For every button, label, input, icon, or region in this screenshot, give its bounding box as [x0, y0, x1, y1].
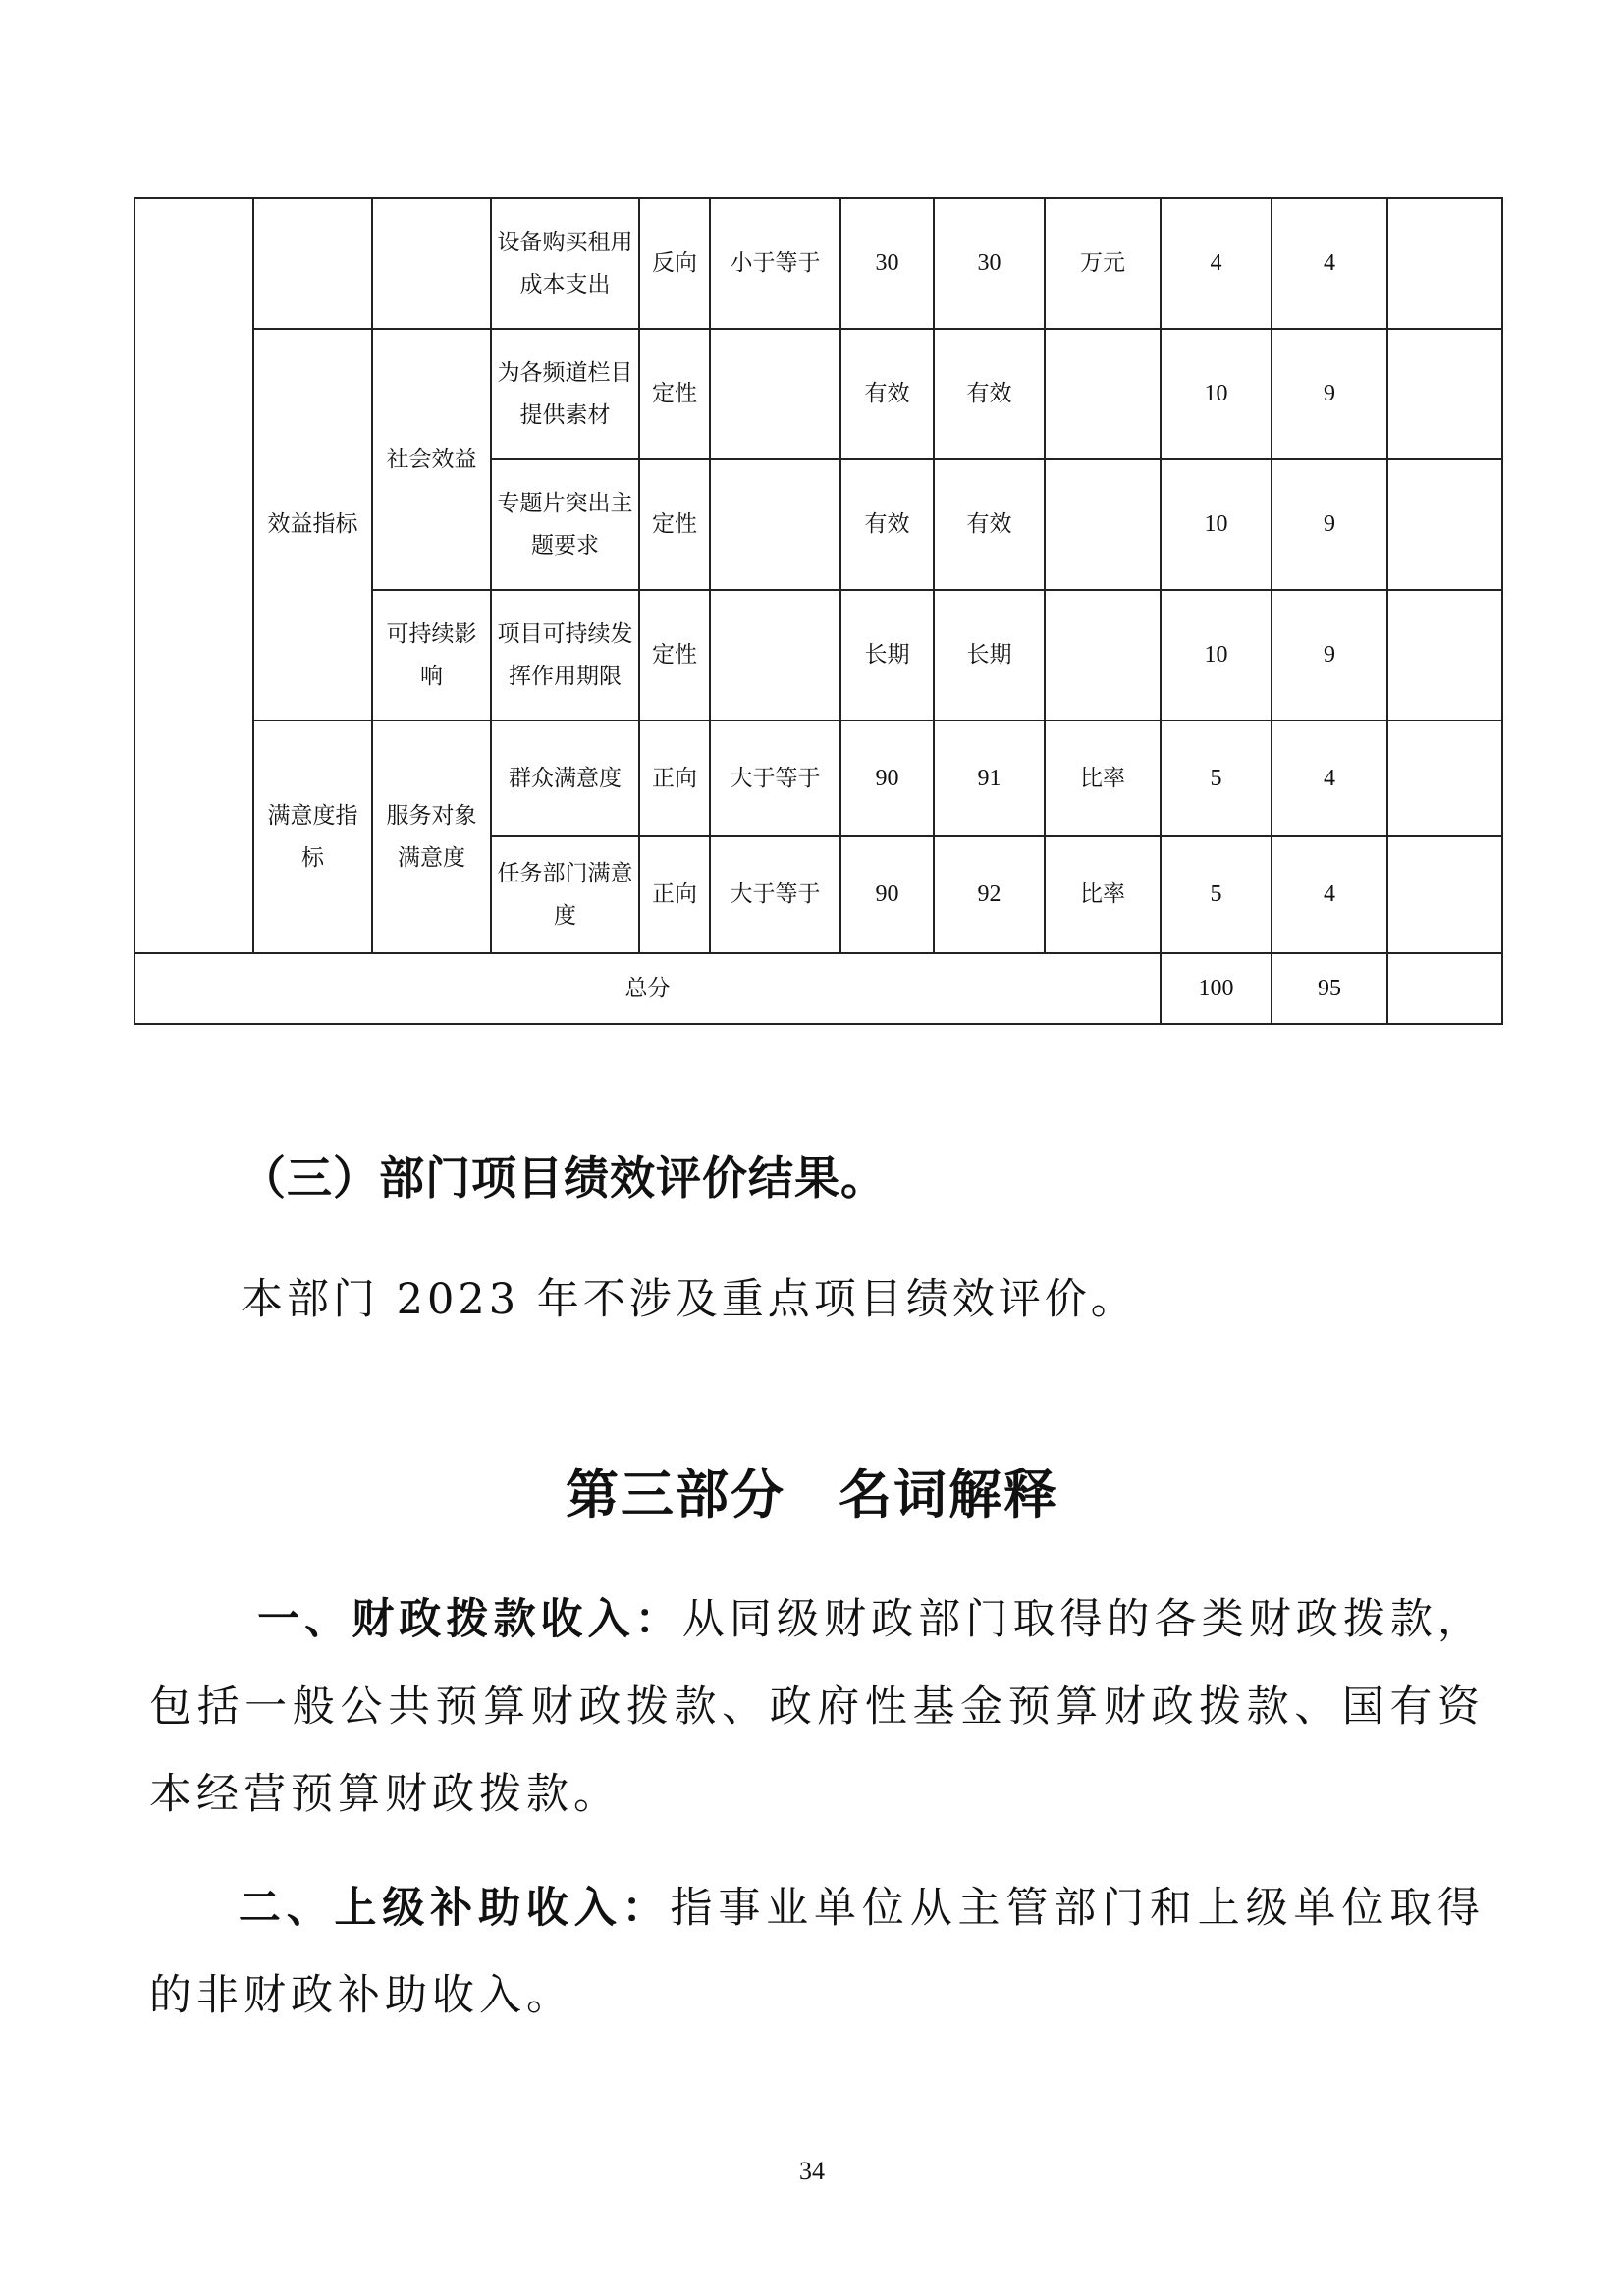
direction-cell: 定性	[639, 459, 710, 590]
unit-cell	[1045, 459, 1161, 590]
level3-indicator-cell	[372, 198, 491, 329]
score-cell: 4	[1272, 198, 1387, 329]
part-title-number: 第三部分	[566, 1463, 785, 1525]
definition-term: 一、财政拨款收入：	[257, 1595, 682, 1644]
weight-cell: 10	[1161, 590, 1272, 721]
indicator-name-cell: 项目可持续发挥作用期限	[491, 590, 639, 721]
unit-cell: 比率	[1045, 721, 1161, 836]
target-value-cell: 90	[840, 836, 934, 953]
actual-value-cell: 30	[934, 198, 1045, 329]
table-row	[135, 329, 1502, 459]
indicator-name-cell: 设备购买租用成本支出	[491, 198, 639, 329]
total-row	[135, 953, 1502, 1024]
performance-table	[134, 197, 1503, 1025]
total-weight-cell: 100	[1161, 953, 1272, 1024]
indicator-name-cell: 任务部门满意度	[491, 836, 639, 953]
unit-cell	[1045, 329, 1161, 459]
operator-cell	[710, 590, 840, 721]
direction-cell: 反向	[639, 198, 710, 329]
total-remark-cell	[1387, 953, 1502, 1024]
level3-indicator-cell: 社会效益	[372, 329, 491, 590]
weight-cell: 10	[1161, 459, 1272, 590]
level2-indicator-cell	[253, 198, 372, 329]
indicator-name-cell: 为各频道栏目提供素材	[491, 329, 639, 459]
indicator-name-cell: 群众满意度	[491, 721, 639, 836]
definition-paragraph	[149, 1865, 1485, 2040]
target-value-cell: 长期	[840, 590, 934, 721]
score-cell: 4	[1272, 836, 1387, 953]
target-value-cell: 90	[840, 721, 934, 836]
table-row	[135, 198, 1502, 329]
operator-cell: 小于等于	[710, 198, 840, 329]
direction-cell: 定性	[639, 329, 710, 459]
score-cell: 4	[1272, 721, 1387, 836]
remark-cell	[1387, 198, 1502, 329]
part-title-text: 名词解释	[839, 1463, 1058, 1525]
level3-indicator-cell: 服务对象满意度	[372, 721, 491, 953]
actual-value-cell: 92	[934, 836, 1045, 953]
definition-paragraph	[149, 1576, 1485, 1839]
weight-cell: 5	[1161, 836, 1272, 953]
definition-term: 二、上级补助收入：	[238, 1884, 671, 1933]
score-cell: 9	[1272, 590, 1387, 721]
actual-value-cell: 有效	[934, 459, 1045, 590]
target-value-cell: 30	[840, 198, 934, 329]
target-value-cell: 有效	[840, 329, 934, 459]
page-number: 34	[799, 2157, 825, 2185]
target-value-cell: 有效	[840, 459, 934, 590]
remark-cell	[1387, 329, 1502, 459]
direction-cell: 定性	[639, 590, 710, 721]
score-cell: 9	[1272, 329, 1387, 459]
operator-cell: 大于等于	[710, 836, 840, 953]
unit-cell	[1045, 590, 1161, 721]
direction-cell: 正向	[639, 721, 710, 836]
level1-indicator-cell	[135, 198, 253, 953]
actual-value-cell: 91	[934, 721, 1045, 836]
actual-value-cell: 长期	[934, 590, 1045, 721]
indicator-name-cell: 专题片突出主题要求	[491, 459, 639, 590]
unit-cell: 比率	[1045, 836, 1161, 953]
actual-value-cell: 有效	[934, 329, 1045, 459]
definition-text: 指事业单位从主管部门和上级单位取得的非财政补助收入。	[149, 1884, 1486, 2020]
total-score-cell: 95	[1272, 953, 1387, 1024]
table-row	[135, 721, 1502, 836]
score-cell: 9	[1272, 459, 1387, 590]
part-title	[0, 1453, 1624, 1528]
total-label-cell: 总分	[135, 953, 1161, 1024]
section-heading: （三）部门项目绩效评价结果。	[241, 1151, 887, 1204]
level3-indicator-cell: 可持续影响	[372, 590, 491, 721]
section-note: 本部门 2023 年不涉及重点项目绩效评价。	[241, 1275, 1137, 1324]
remark-cell	[1387, 836, 1502, 953]
weight-cell: 5	[1161, 721, 1272, 836]
direction-cell: 正向	[639, 836, 710, 953]
remark-cell	[1387, 590, 1502, 721]
level2-indicator-cell: 满意度指标	[253, 721, 372, 953]
operator-cell	[710, 329, 840, 459]
level2-indicator-cell: 效益指标	[253, 329, 372, 721]
weight-cell: 10	[1161, 329, 1272, 459]
unit-cell: 万元	[1045, 198, 1161, 329]
remark-cell	[1387, 459, 1502, 590]
weight-cell: 4	[1161, 198, 1272, 329]
operator-cell	[710, 459, 840, 590]
operator-cell: 大于等于	[710, 721, 840, 836]
definition-text: 从同级财政部门取得的各类财政拨款，包括一般公共预算财政拨款、政府性基金预算财政拨款、国有资本经营预算财政拨款。	[149, 1595, 1486, 1819]
remark-cell	[1387, 721, 1502, 836]
